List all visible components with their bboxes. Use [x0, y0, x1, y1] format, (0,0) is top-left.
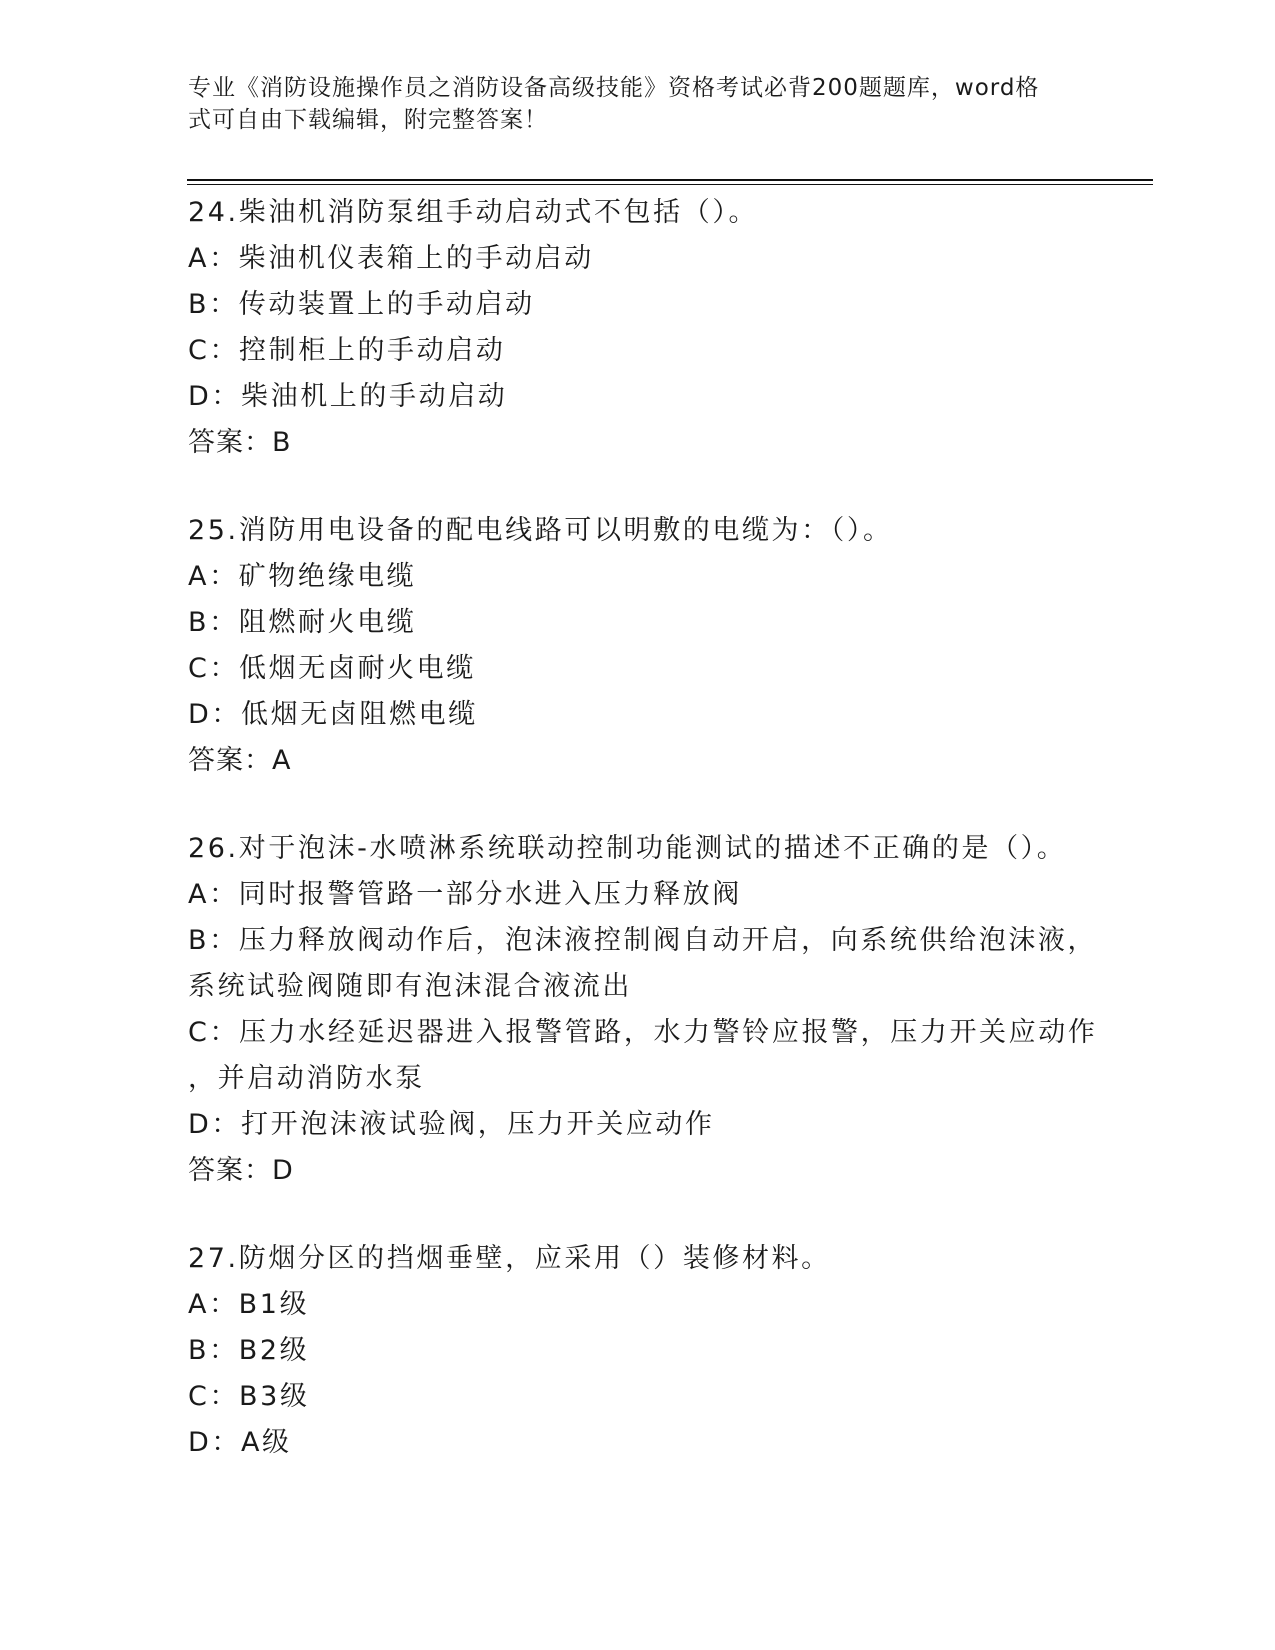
document-header [188, 72, 1068, 136]
header-divider-thin [187, 184, 1153, 185]
option-a: A：矿物绝缘电缆 [188, 561, 417, 592]
option-c: C：控制柜上的手动启动 [188, 335, 506, 366]
answer-label: 答案： [188, 1155, 272, 1186]
option-d: D：打开泡沫液试验阀，压力开关应动作 [188, 1109, 715, 1140]
option-d: D：A级 [188, 1427, 292, 1458]
option-c: C：B3级 [188, 1381, 310, 1412]
answer-label: 答案： [188, 745, 272, 776]
answer-value: D [272, 1155, 294, 1186]
option-d: D：柴油机上的手动启动 [188, 381, 508, 412]
question-26 [188, 826, 1098, 1194]
header-line-2: 式可自由下载编辑，附完整答案！ [188, 107, 548, 133]
question-stem: 24.柴油机消防泵组手动启动式不包括（）。 [188, 197, 759, 228]
question-stem: 25.消防用电设备的配电线路可以明敷的电缆为：（）。 [188, 515, 893, 546]
option-a: A：同时报警管路一部分水进入压力释放阀 [188, 879, 742, 910]
option-c: C：压力水经延迟器进入报警管路，水力警铃应报警，压力开关应动作 [188, 1017, 1098, 1048]
option-b: B：传动装置上的手动启动 [188, 289, 535, 320]
question-list [188, 190, 1098, 1508]
answer-value: A [272, 745, 292, 776]
answer-line [188, 738, 1088, 784]
option-b: B：阻燃耐火电缆 [188, 607, 417, 638]
option-a: A：柴油机仪表箱上的手动启动 [188, 243, 594, 274]
option-c-continued: ，并启动消防水泵 [188, 1063, 425, 1094]
question-stem: 26.对于泡沫-水喷淋系统联动控制功能测试的描述不正确的是（）。 [188, 833, 1067, 864]
question-24 [188, 190, 1088, 466]
answer-line [188, 420, 1088, 466]
header-divider-thick [187, 179, 1153, 181]
option-d: D：低烟无卤阻燃电缆 [188, 699, 478, 730]
answer-label: 答案： [188, 427, 272, 458]
header-line-1: 专业《消防设施操作员之消防设备高级技能》资格考试必背200题题库，word格 [188, 75, 1040, 101]
option-c: C：低烟无卤耐火电缆 [188, 653, 476, 684]
option-a: A：B1级 [188, 1289, 310, 1320]
option-b: B：B2级 [188, 1335, 310, 1366]
question-25 [188, 508, 1088, 784]
question-stem: 27.防烟分区的挡烟垂壁，应采用（）装修材料。 [188, 1243, 831, 1274]
answer-line [188, 1148, 1088, 1194]
question-27 [188, 1236, 1088, 1466]
answer-value: B [272, 427, 292, 458]
option-b-continued: 系统试验阀随即有泡沫混合液流出 [188, 971, 632, 1002]
option-b: B：压力释放阀动作后，泡沫液控制阀自动开启，向系统供给泡沫液， [188, 925, 1098, 956]
